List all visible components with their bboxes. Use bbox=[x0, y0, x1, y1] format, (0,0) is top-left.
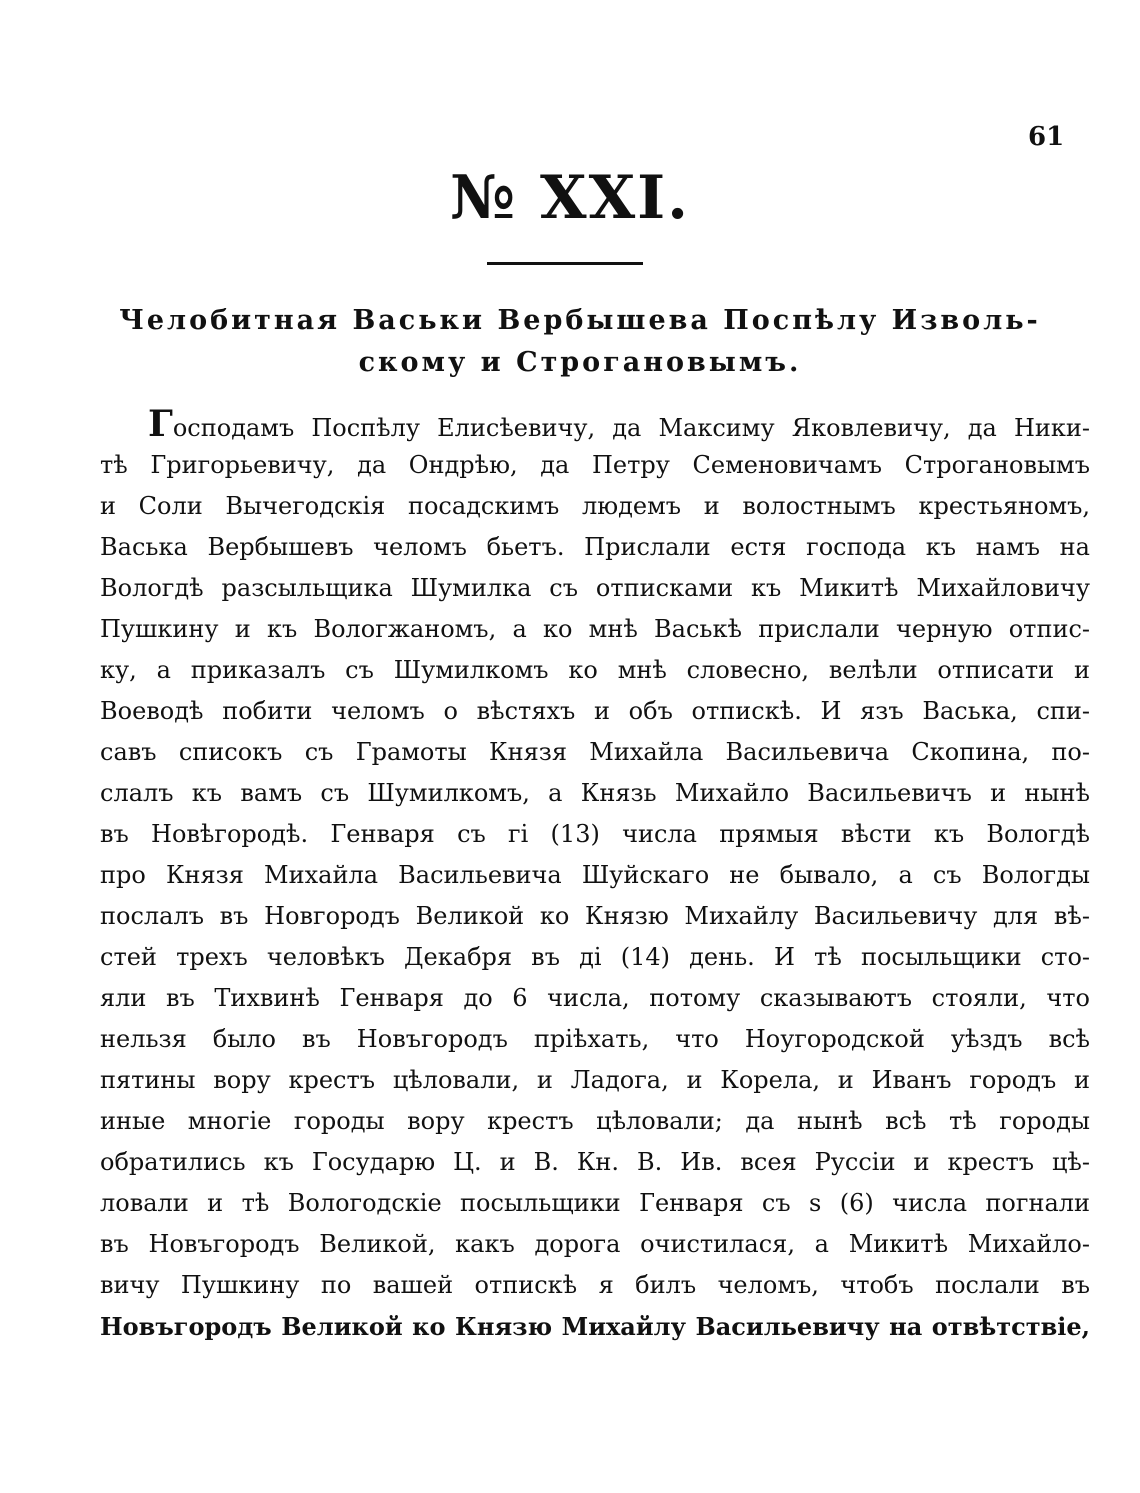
text-line-16: нельзя было въ Новъгородъ пріѣхать, что Ноугородской уѣздъ всѣ bbox=[100, 1025, 1090, 1053]
document-title-line-2: скому и Строгановымъ. bbox=[358, 347, 802, 378]
text-line-23: Новъгородъ Великой ко Князю Михайлу Васильевичу на отвѣтствіе, bbox=[100, 1312, 1090, 1341]
text-line-21: въ Новъгородъ Великой, какъ дорога очистилася, а Микитѣ Михайло- bbox=[100, 1230, 1090, 1258]
text-line-5: Вологдѣ разсыльщика Шумилка съ отписками къ Микитѣ Михайловичу bbox=[100, 574, 1090, 602]
text-line-3: и Соли Вычегодскія посадскимъ людемъ и волостнымъ крестьяномъ, bbox=[100, 492, 1090, 520]
text-line-1 bbox=[100, 404, 1090, 445]
text-line-15: яли въ Тихвинѣ Генваря до 6 числа, потому сказываютъ стояли, что bbox=[100, 984, 1090, 1012]
document-title-line-1: Челобитная Васьки Вербышева Поспѣлу Изволь- bbox=[119, 305, 1041, 336]
text-line-6: Пушкину и къ Вологжаномъ, а ко мнѣ Васькѣ прислали черную отпис- bbox=[100, 615, 1090, 643]
text-line-20: ловали и тѣ Вологодскіе посыльщики Генваря съ ѕ (6) числа погнали bbox=[100, 1189, 1090, 1217]
document-number-heading: № XXI. bbox=[449, 163, 691, 233]
text-line-17: пятины вору крестъ цѣловали, и Ладога, и Корела, и Иванъ городъ и bbox=[100, 1066, 1090, 1094]
text-line-13: послалъ въ Новгородъ Великой ко Князю Михайлу Васильевичу для вѣ- bbox=[100, 902, 1090, 930]
text-line-10: слалъ къ вамъ съ Шумилкомъ, а Князь Михайло Васильевичъ и нынѣ bbox=[100, 779, 1090, 807]
text-line-22: вичу Пушкину по вашей отпискѣ я билъ челомъ, чтобъ послали въ bbox=[100, 1271, 1090, 1299]
text-line-14: стей трехъ человѣкъ Декабря въ ді (14) день. И тѣ посыльщики сто- bbox=[100, 943, 1090, 971]
text-line-11: въ Новѣгородѣ. Генваря съ гі (13) числа прямыя вѣсти къ Вологдѣ bbox=[100, 820, 1090, 848]
document-title bbox=[100, 300, 1060, 384]
title-divider bbox=[487, 262, 643, 265]
body-text bbox=[100, 404, 1090, 1347]
text-line-19: обратились къ Государю Ц. и В. Кн. В. Ив. всея Руссіи и крестъ цѣ- bbox=[100, 1148, 1090, 1176]
text-line-9: савъ списокъ съ Грамоты Князя Михайла Васильевича Скопина, по- bbox=[100, 738, 1090, 766]
page-number: 61 bbox=[1028, 122, 1065, 152]
text-line-2: тѣ Григорьевичу, да Ондрѣю, да Петру Семеновичамъ Строгановымъ bbox=[100, 451, 1090, 479]
text-line-8: Воеводѣ побити челомъ о вѣстяхъ и объ отпискѣ. И язъ Васька, спи- bbox=[100, 697, 1090, 725]
text-line-7: ку, а приказалъ съ Шумилкомъ ко мнѣ словесно, велѣли отписати и bbox=[100, 656, 1090, 684]
initial-letter: Г bbox=[148, 404, 173, 445]
text-line-18: иные многіе городы вору крестъ цѣловали; да нынѣ всѣ тѣ городы bbox=[100, 1107, 1090, 1135]
text-line-4: Васька Вербышевъ челомъ бьетъ. Прислали естя господа къ намъ на bbox=[100, 533, 1090, 561]
text-line-1-rest: осподамъ Поспѣлу Елисѣевичу, да Максиму Яковлевичу, да Ники- bbox=[172, 414, 1090, 442]
text-line-12: про Князя Михайла Васильевича Шуйскаго не бывало, а съ Вологды bbox=[100, 861, 1090, 889]
